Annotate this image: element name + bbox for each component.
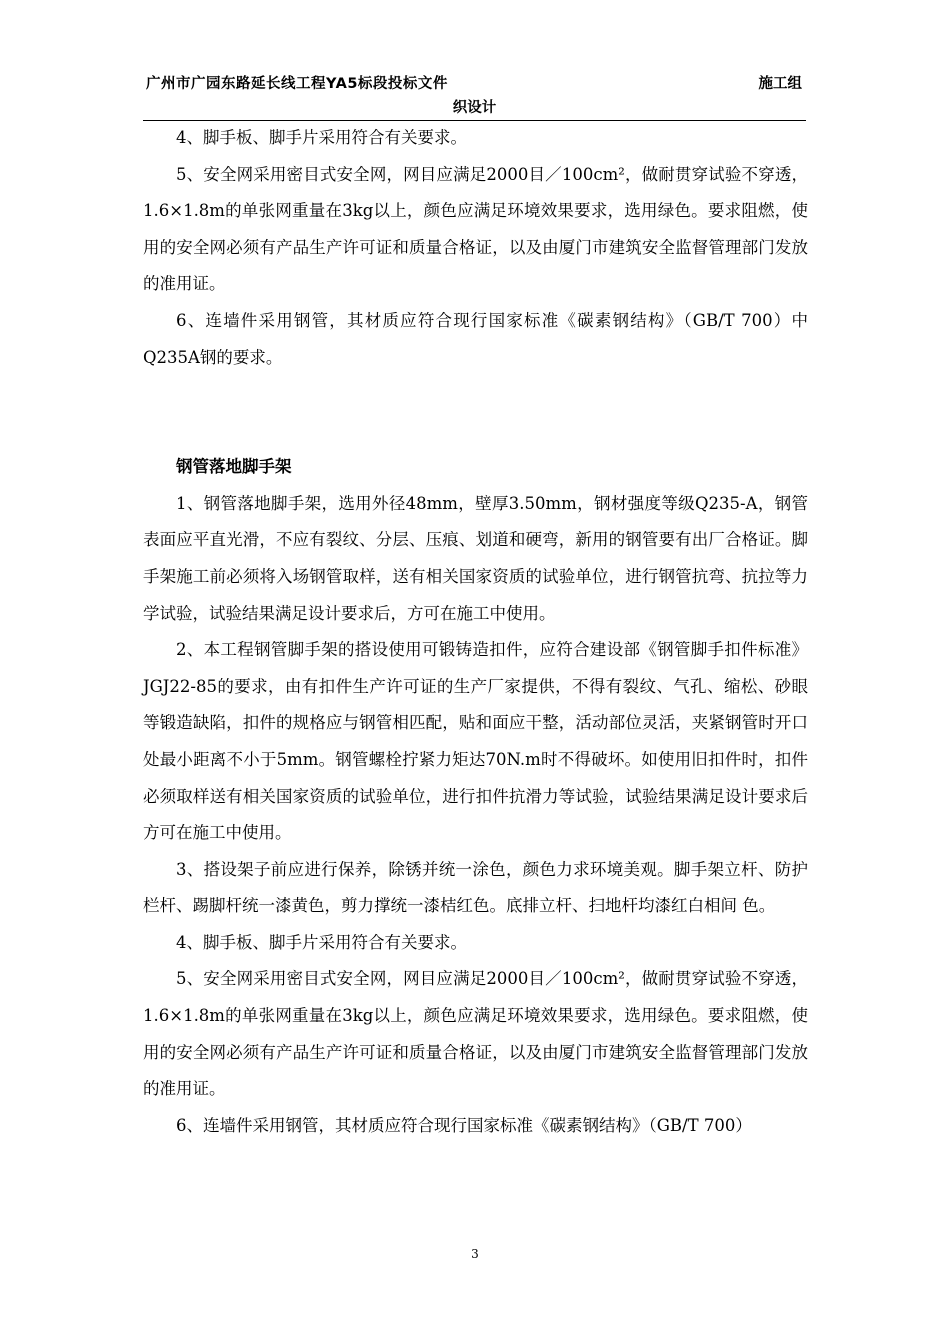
paragraph: 1、钢管落地脚手架，选用外径48mm，壁厚3.50mm，钢材强度等级Q235-A，钢管表面应平直光滑，不应有裂纹、分层、压痕、划道和硬弯，新用的钢管要有出厂合格证。脚手架施工前必须将入场钢管取样，送有相关国家资质的试验单位，进行钢管抗弯、抗拉等力学试验，试验结果满足设计要求后，方可在施工中使用。 bbox=[143, 493, 808, 623]
paragraph: 6、连墙件采用钢管，其材质应符合现行国家标准《碳素钢结构》（GB/T 700）中Q235A钢的要求。 bbox=[143, 310, 808, 367]
paragraph: 4、脚手板、脚手片采用符合有关要求。 bbox=[176, 128, 467, 147]
section-gap bbox=[143, 376, 808, 449]
page-body bbox=[143, 120, 808, 1144]
header-title-right: 施工组 bbox=[758, 76, 802, 92]
paragraph: 6、连墙件采用钢管，其材质应符合现行国家标准《碳素钢结构》（GB/T 700） bbox=[176, 1115, 752, 1135]
header-title-continued: 织设计 bbox=[452, 100, 497, 116]
header-title: 广州市广园东路延长线工程YA5标段投标文件 bbox=[146, 76, 448, 92]
paragraph: 4、脚手板、脚手片采用符合有关要求。 bbox=[176, 932, 467, 952]
paragraph: 5、安全网采用密目式安全网，网目应满足2000目／100cm²，做耐贯穿试验不穿透，1.6×1.8m的单张网重量在3kg以上，颜色应满足环境效果要求，选用绿色。要求阻燃，使用的安全网必须有产品生产许可证和质量合格证，以及由厦门市建筑安全监督管理部门发放的准用证。 bbox=[143, 164, 808, 294]
paragraph: 5、安全网采用密目式安全网，网目应满足2000目／100cm²，做耐贯穿试验不穿透，1.6×1.8m的单张网重量在3kg以上，颜色应满足环境效果要求，选用绿色。要求阻燃，使用的安全网必须有产品生产许可证和质量合格证，以及由厦门市建筑安全监督管理部门发放的准用证。 bbox=[143, 969, 808, 1099]
paragraph: 2、本工程钢管脚手架的搭设使用可锻铸造扣件，应符合建设部《钢管脚手扣件标准》JGJ22-85的要求，由有扣件生产许可证的生产厂家提供，不得有裂纹、气孔、缩松、砂眼等锻造缺陷，扣件的规格应与钢管相匹配，贴和面应干整，活动部位灵活，夹紧钢管时开口处最小距离不小于5mm。钢管螺栓拧紧力矩达70N.m时不得破坏。如使用旧扣件时，扣件必须取样送有相关国家资质的试验单位，进行扣件抗滑力等试验，试验结果满足设计要求后方可在施工中使用。 bbox=[143, 640, 808, 843]
page-number: 3 bbox=[471, 1247, 479, 1261]
page-header bbox=[143, 66, 806, 121]
paragraph: 3、搭设架子前应进行保养，除锈并统一涂色，颜色力求环境美观。脚手架立杆、防护栏杆、踢脚杆统一漆黄色，剪力撑统一漆桔红色。底排立杆、扫地杆均漆红白相间 色。 bbox=[143, 859, 808, 916]
section-heading: 钢管落地脚手架 bbox=[176, 457, 292, 477]
